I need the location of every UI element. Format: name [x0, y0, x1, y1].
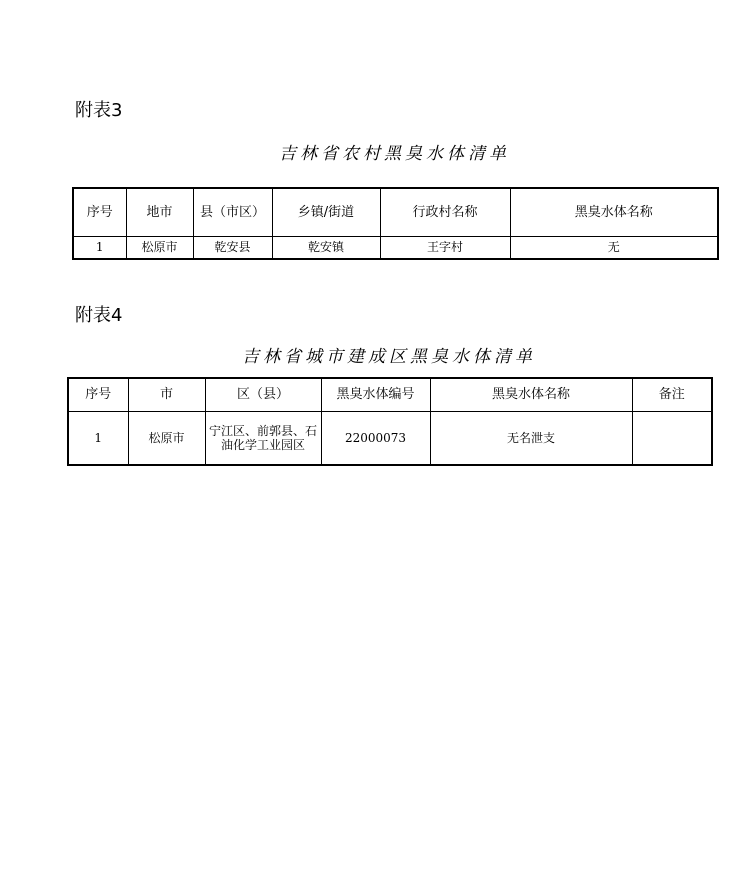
table3-cell-city: 松原市: [126, 236, 193, 259]
table4-header-seq: 序号: [68, 378, 128, 411]
table4-cell-seq: 1: [68, 411, 128, 465]
table4-header-name: 黑臭水体名称: [430, 378, 632, 411]
table4-heading: 附表4: [75, 305, 123, 326]
table3-header-county: 县（市区）: [193, 188, 272, 236]
table3-cell-seq: 1: [73, 236, 126, 259]
table4-cell-district: 宁江区、前郭县、石油化学工业园区: [205, 411, 321, 465]
table3-cell-town: 乾安镇: [272, 236, 380, 259]
table3-cell-county: 乾安县: [193, 236, 272, 259]
table3-title: 吉林省农村黑臭水体清单: [279, 144, 510, 164]
table4-cell-name: 无名泄支: [430, 411, 632, 465]
table3-cell-village: 王字村: [380, 236, 510, 259]
table4-cell-code: 22000073: [321, 411, 430, 465]
table3-header-seq: 序号: [73, 188, 126, 236]
table4-header-remark: 备注: [632, 378, 712, 411]
table-row: [68, 411, 712, 465]
table3-header-village: 行政村名称: [380, 188, 510, 236]
table4-header-row: [68, 378, 712, 411]
table3-header-city: 地市: [126, 188, 193, 236]
table3-header-town: 乡镇/街道: [272, 188, 380, 236]
table4-urban-black-odorous-water-list: [67, 377, 713, 466]
table4-cell-remark: [632, 411, 712, 465]
table4-header-code: 黑臭水体编号: [321, 378, 430, 411]
table4-header-city: 市: [128, 378, 205, 411]
table-row: [73, 236, 718, 259]
table3-header-row: [73, 188, 718, 236]
table3-heading: 附表3: [75, 100, 123, 121]
table4-header-district: 区（县）: [205, 378, 321, 411]
table3-rural-black-odorous-water-list: [72, 187, 719, 260]
table4-title: 吉林省城市建成区黑臭水体清单: [242, 347, 536, 367]
table4-cell-city: 松原市: [128, 411, 205, 465]
table3-header-waterbody: 黑臭水体名称: [510, 188, 718, 236]
table3-cell-waterbody: 无: [510, 236, 718, 259]
